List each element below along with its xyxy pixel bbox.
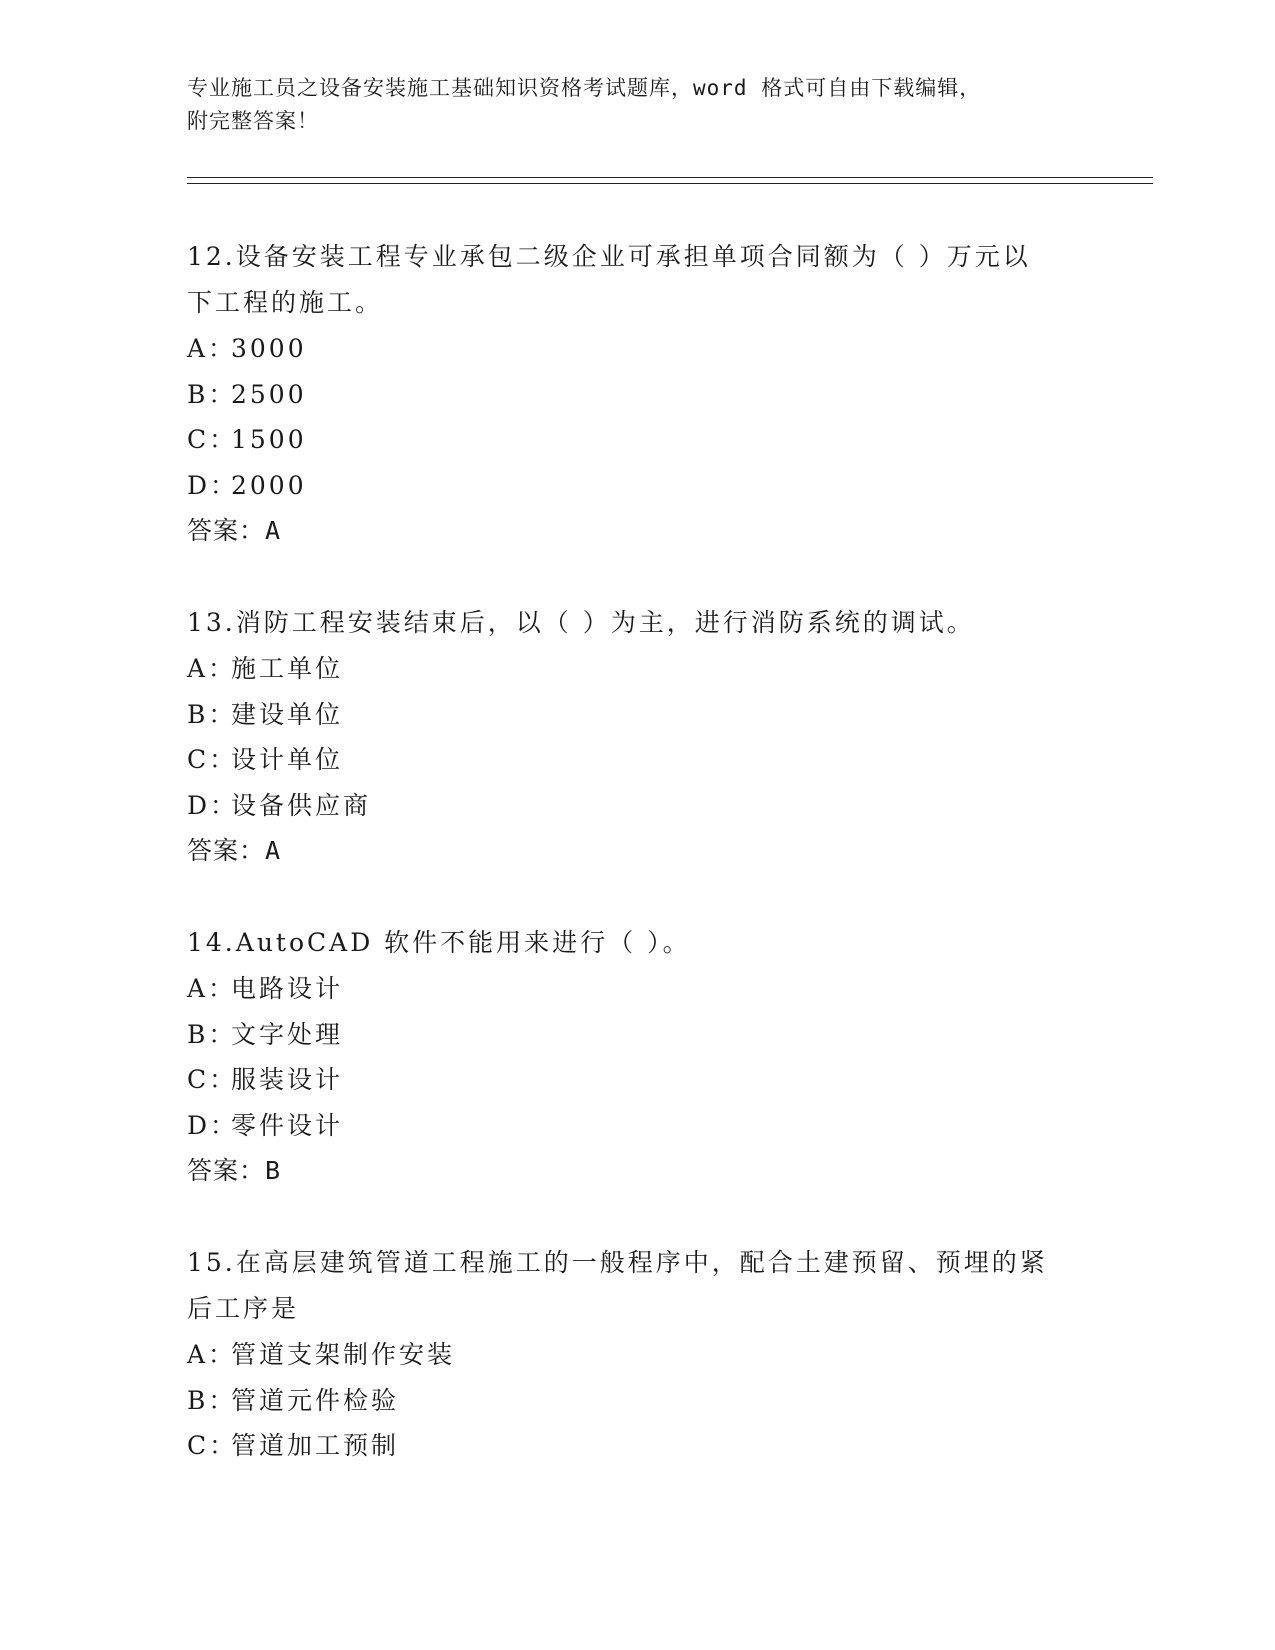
option-a — [187, 326, 1087, 372]
question-15 — [187, 1240, 1087, 1469]
option-key: C： — [187, 745, 238, 774]
option-d — [187, 1103, 1087, 1149]
question-stem-line: 14.AutoCAD 软件不能用来进行（ ）。 — [187, 928, 691, 957]
option-b — [187, 1012, 1087, 1058]
option-a — [187, 966, 1087, 1012]
header-divider-bottom — [187, 183, 1153, 184]
option-d — [187, 783, 1087, 829]
question-stem-line: 13.消防工程安装结束后，以（ ）为主，进行消防系统的调试。 — [187, 608, 975, 637]
option-text: 服装设计 — [231, 1065, 344, 1094]
question-list — [187, 234, 1087, 1515]
option-b — [187, 692, 1087, 738]
option-key: B： — [187, 699, 237, 729]
option-key: D： — [187, 470, 239, 500]
option-key: B： — [187, 379, 237, 409]
header-divider-top — [187, 177, 1153, 178]
option-key: A： — [187, 974, 237, 1003]
question-13 — [187, 600, 1087, 874]
question-stem-line: 后工序是 — [187, 1294, 300, 1323]
question-stem-line: 15.在高层建筑管道工程施工的一般程序中，配合土建预留、预埋的紧 — [187, 1248, 1048, 1277]
option-c — [187, 1423, 1087, 1469]
option-text: 建设单位 — [231, 699, 344, 729]
option-a — [187, 1332, 1087, 1378]
option-text: 设计单位 — [231, 745, 344, 774]
option-b — [187, 372, 1087, 418]
answer-line: 答案：A — [187, 516, 282, 545]
option-c — [187, 737, 1087, 783]
answer-line: 答案：A — [187, 836, 282, 865]
option-text: 零件设计 — [231, 1110, 344, 1140]
option-text: 管道加工预制 — [231, 1431, 400, 1460]
option-key: A： — [187, 654, 237, 683]
answer-line: 答案：B — [187, 1156, 282, 1185]
option-d — [187, 463, 1087, 509]
option-a — [187, 646, 1087, 692]
header-line-2: 附完整答案！ — [187, 109, 319, 133]
option-key: A： — [187, 334, 237, 363]
option-text: 3000 — [231, 334, 307, 363]
option-key: B： — [187, 1019, 237, 1049]
option-key: B： — [187, 1385, 237, 1415]
option-b — [187, 1378, 1087, 1424]
option-key: C： — [187, 425, 238, 454]
option-text: 1500 — [231, 425, 307, 454]
document-header — [187, 72, 1067, 138]
option-key: C： — [187, 1431, 238, 1460]
option-key: C： — [187, 1065, 238, 1094]
option-text: 管道支架制作安装 — [231, 1340, 456, 1369]
option-key: D： — [187, 790, 239, 820]
option-text: 施工单位 — [231, 654, 344, 683]
option-key: A： — [187, 1340, 237, 1369]
option-text: 管道元件检验 — [231, 1385, 400, 1415]
question-stem-line: 下工程的施工。 — [187, 288, 384, 317]
question-12 — [187, 234, 1087, 554]
option-c — [187, 1057, 1087, 1103]
question-stem-line: 12.设备安装工程专业承包二级企业可承担单项合同额为（ ）万元以 — [187, 242, 1031, 271]
option-text: 2000 — [231, 470, 307, 500]
header-line-1: 专业施工员之设备安装施工基础知识资格考试题库，word 格式可自由下载编辑， — [187, 76, 982, 100]
option-text: 文字处理 — [231, 1019, 344, 1049]
option-c — [187, 417, 1087, 463]
question-14 — [187, 920, 1087, 1194]
option-text: 设备供应商 — [231, 790, 372, 820]
option-text: 2500 — [231, 379, 307, 409]
option-text: 电路设计 — [231, 974, 344, 1003]
option-key: D： — [187, 1110, 239, 1140]
